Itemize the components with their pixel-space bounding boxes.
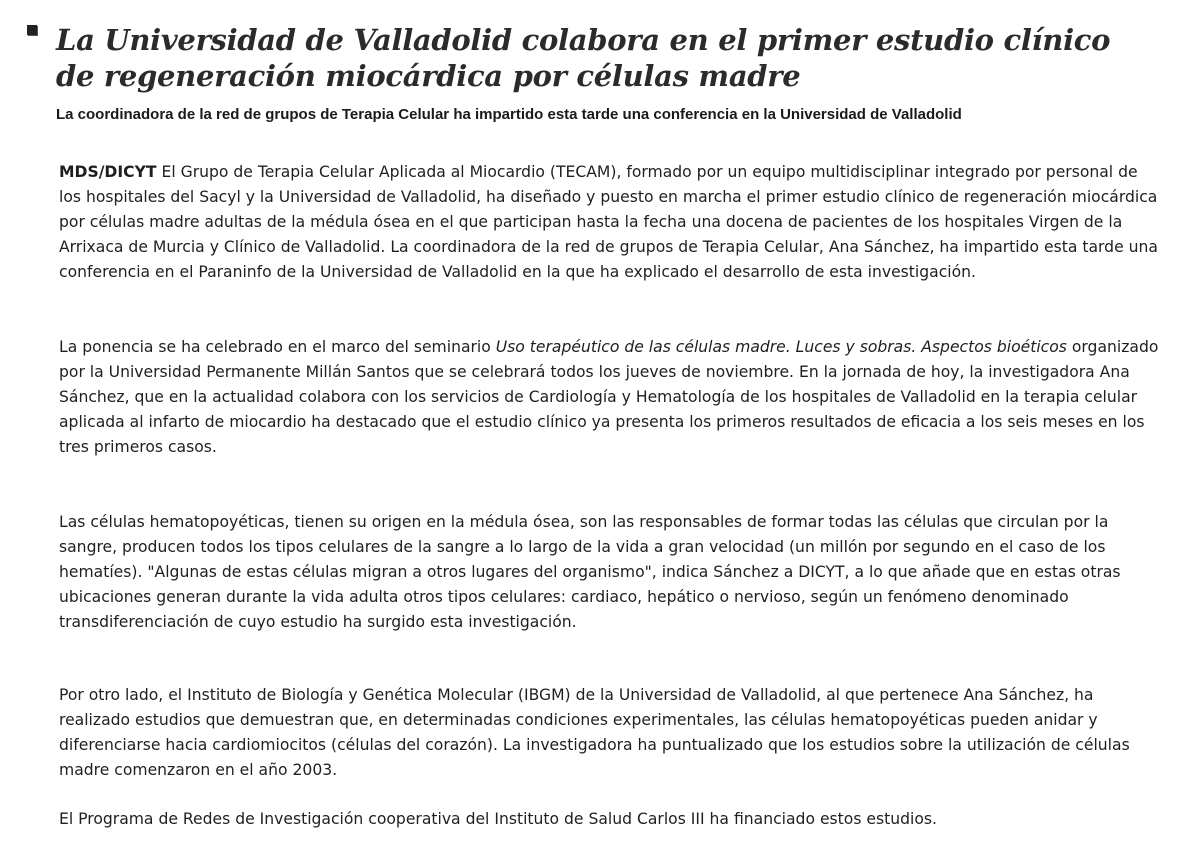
paragraph-3: Las células hematopoyéticas, tienen su origen en la médula ósea, son las responsables de formar todas las células que circulan por la sangre, producen todos los tipos celulares de la sangre a lo largo de la vida a gran velocidad (un millón por segundo en el caso de los hematíes). "Algunas de estas células migran a otros lugares del organismo", indica Sánchez a DICYT, a lo que añade que en estas otras ubicaciones generan durante la vida adulta otros tipos celulares: cardiaco, hepático o nervioso, según un fenómeno denominado transdiferenciación de cuyo estudio ha surgido esta investigación.: [59, 513, 1121, 631]
paragraph-5: El Programa de Redes de Investigación cooperativa del Instituto de Salud Carlos III ha financiado estos estudios.: [59, 810, 937, 828]
paragraph-2: [59, 335, 1159, 460]
paragraph-1: [59, 160, 1159, 285]
paragraph-4: Por otro lado, el Instituto de Biología y Genética Molecular (IBGM) de la Universidad de Valladolid, al que pertenece Ana Sánchez, ha realizado estudios que demuestran que, en determinadas condiciones experimentales, las células hematopoyéticas pueden anidar y diferenciarse hacia cardiomiocitos (células del corazón). La investigadora ha puntualizado que los estudios sobre la utilización de células madre comenzaron en el año 2003.: [59, 686, 1130, 779]
paragraph-2-text-before: La ponencia se ha celebrado en el marco del seminario: [59, 338, 496, 356]
paragraph-1-text: El Grupo de Terapia Celular Aplicada al Miocardio (TECAM), formado por un equipo multidisciplinar integrado por personal de los hospitales del Sacyl y la Universidad de Valladolid, ha diseñado y puesto en marcha el primer estudio clínico de regeneración miocárdica por células madre adultas de la médula ósea en el que participan hasta la fecha una docena de pacientes de los hospitales Virgen de la Arrixaca de Murcia y Clínico de Valladolid. La coordinadora de la red de grupos de Terapia Celular, Ana Sánchez, ha impartido esta tarde una conferencia en el Paraninfo de la Universidad de Valladolid en la que ha explicado el desarrollo de esta investigación.: [59, 163, 1158, 281]
byline: MDS/DICYT: [59, 163, 157, 181]
seminar-title: Uso terapéutico de las células madre. Luces y sobras. Aspectos bioéticos: [495, 338, 1067, 356]
article-subtitle: La coordinadora de la red de grupos de Terapia Celular ha impartido esta tarde una conferencia en la Universidad de Valladolid: [56, 106, 962, 123]
article-title: La Universidad de Valladolid colabora en el primer estudio clínico de regeneración miocárdica por células madre: [56, 23, 1111, 93]
paragraph-2-text-after: organizado por la Universidad Permanente Millán Santos que se celebrará todos los jueves de noviembre. En la jornada de hoy, la investigadora Ana Sánchez, que en la actualidad colabora con los servicios de Cardiología y Hematología de los hospitales de Valladolid en la terapia celular aplicada al infarto de miocardio ha destacado que el estudio clínico ya presenta los primeros resultados de eficacia a los seis meses en los tres primeros casos.: [59, 338, 1159, 456]
square-bullet-icon: [27, 25, 37, 35]
